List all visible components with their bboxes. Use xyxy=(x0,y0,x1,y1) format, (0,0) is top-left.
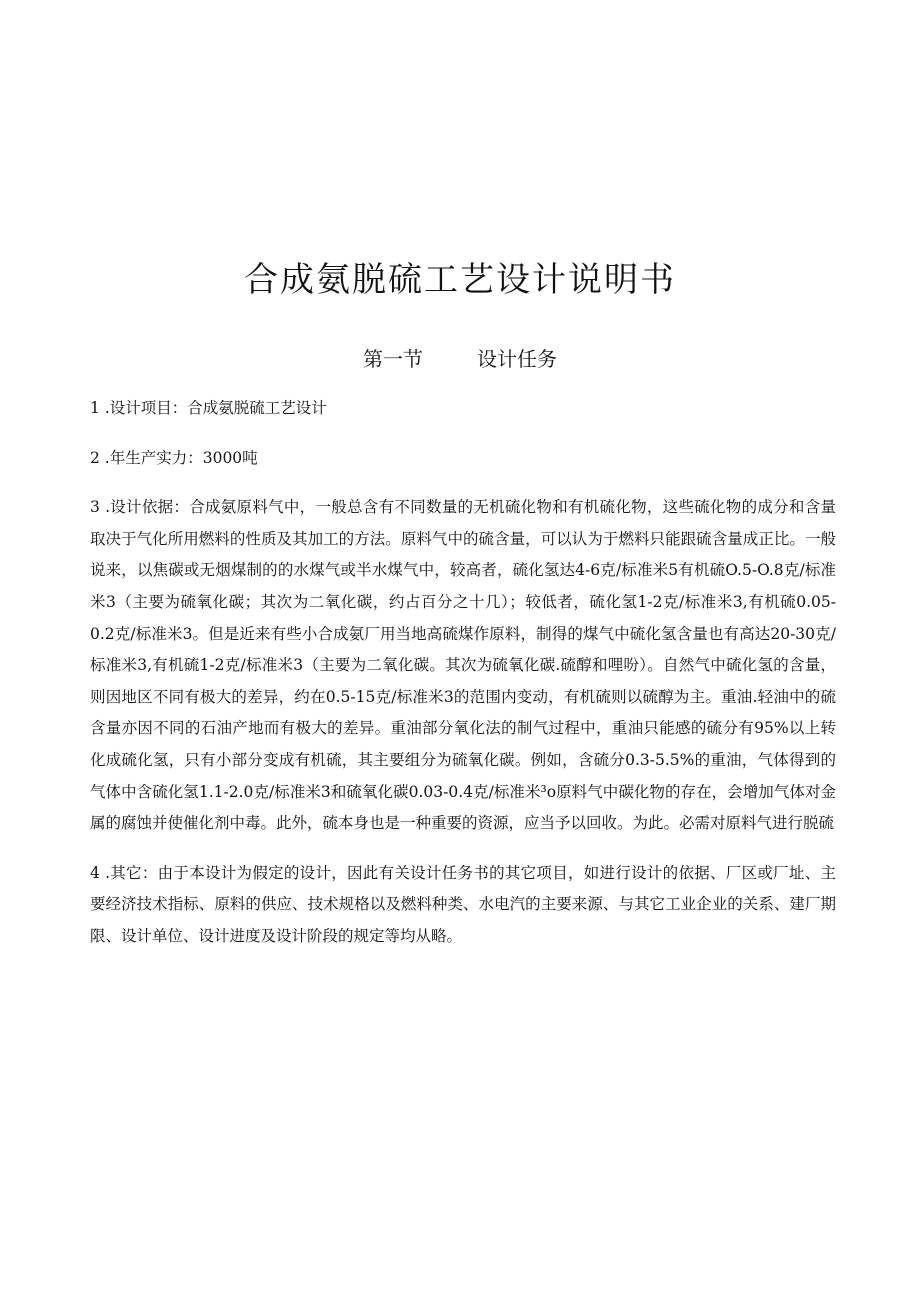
item-label: 3 .设计依据： xyxy=(90,498,190,517)
item-list xyxy=(90,393,836,971)
item-design-project xyxy=(90,393,836,425)
section-name: 设计任务 xyxy=(477,347,557,371)
section-number: 第一节 xyxy=(363,347,423,371)
item-text: 由于本设计为假定的设计，因此有关设计任务书的其它项目，如进行设计的依据、厂区或厂址、主要经济技术指标、原料的供应、技术规格以及燃料种类、水电汽的主要来源、与其它工业企业的关系、建厂期限、设计单位、设计进度及设计阶段的规定等均从略。 xyxy=(90,863,836,945)
section-heading xyxy=(0,345,920,373)
document-title: 合成氨脱硫工艺设计说明书 xyxy=(244,260,676,300)
item-label: 2 .年生产实力： xyxy=(90,448,203,467)
item-other xyxy=(90,858,836,953)
item-text: 合成氨原料气中，一般总含有不同数量的无机硫化物和有机硫化物，这些硫化物的成分和含量取决于气化所用燃料的性质及其加工的方法。原料气中的硫含量，可以认为于燃料只能跟硫含量成正比。一般说来，以焦碳或无烟煤制的的水煤气或半水煤气中，较高者，硫化氢达4-6克/标准米5有机硫O.5-O.8克/标准米3（主要为硫氧化碳；其次为二氧化碳，约占百分之十几）；较低者，硫化氢1-2克/标准米3,有机硫0.05-0.2克/标准米3。但是近来有些小合成氨厂用当地高硫煤作原料，制得的煤气中硫化氢含量也有高达20-30克/标准米3,有机硫1-2克/标准米3（主要为二氧化碳。其次为硫氧化碳.硫醇和哩吩）。自然气中硫化氢的含量，则因地区不同有极大的差异，约在0.5-15克/标准米3的范围内变动，有机硫则以硫醇为主。重油.轻油中的硫含量亦因不同的石油产地而有极大的差异。重油部分氧化法的制气过程中，重油只能感的硫分有95%以上转化成硫化氢，只有小部分变成有机硫，其主要组分为硫氧化碳。例如，含硫分0.3-5.5%的重油，气体得到的气体中含硫化氢1.1-2.0克/标准米3和硫氧化碳0.03-0.4克/标准米³o原料气中碳化物的存在，会增加气体对金属的腐蚀并使催化剂中毒。此外，硫本身也是一种重要的资源，应当予以回收。为此。必需对原料气进行脱硫 xyxy=(90,498,836,833)
item-text: 合成氨脱硫工艺设计 xyxy=(187,399,327,417)
item-design-basis xyxy=(90,492,836,840)
item-annual-capacity xyxy=(90,443,836,475)
item-label: 1 .设计项目： xyxy=(90,399,188,417)
item-label: 4 .其它： xyxy=(90,863,158,882)
item-text: 3000吨 xyxy=(202,448,258,467)
